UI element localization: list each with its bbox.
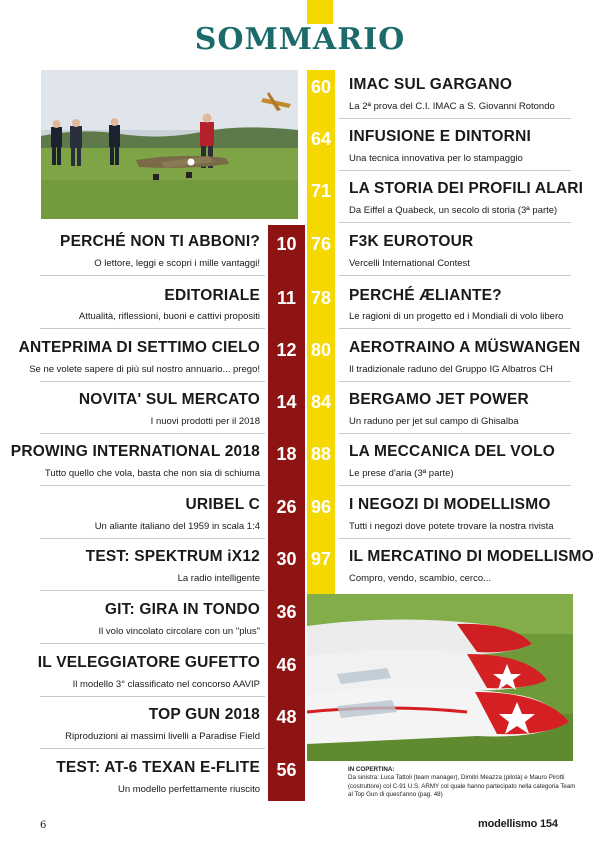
caption-text: Da sinistra: Luca Tattoli (team manager), Dimitri Meazza (pilota) e Mauro Pirotti (costruttore) col C-91 U.S. ARMY col quale hanno partecipato nella categoria Team al Top Gun di quest'anno (pag. 48) xyxy=(348,774,576,799)
entry-title: TOP GUN 2018 xyxy=(148,706,260,723)
entry-title: PERCHÉ ÆLIANTE? xyxy=(349,287,502,304)
divider xyxy=(339,485,571,486)
page-title: SOMMARIO xyxy=(194,22,406,57)
divider xyxy=(339,275,571,276)
entry-title: PROWING INTERNATIONAL 2018 xyxy=(10,443,260,460)
entry-title: AEROTRAINO A MÜSWANGEN xyxy=(349,339,581,356)
entry-subtitle: Attualità, riflessioni, buoni e cattivi propositi xyxy=(78,311,260,322)
divider xyxy=(40,381,265,382)
entry-title: EDITORIALE xyxy=(164,287,260,304)
entry-subtitle: Un raduno per jet sul campo di Ghisalba xyxy=(349,416,519,427)
entry-page-number: 76 xyxy=(310,234,332,254)
divider xyxy=(339,170,571,171)
entry-page-number: 48 xyxy=(276,707,297,727)
entry-title: IL MERCATINO DI MODELLISMO xyxy=(349,548,594,565)
entry-title: I NEGOZI DI MODELLISMO xyxy=(349,496,551,513)
entry-page-number: 88 xyxy=(310,444,332,464)
entry-page-number: 78 xyxy=(310,288,332,308)
entry-subtitle: I nuovi prodotti per il 2018 xyxy=(150,416,260,427)
divider xyxy=(40,538,265,539)
entry-page-number: 46 xyxy=(276,655,297,675)
divider xyxy=(40,485,265,486)
divider xyxy=(339,328,571,329)
entry-title: IMAC SUL GARGANO xyxy=(349,76,513,93)
entry-subtitle: Le ragioni di un progetto ed i Mondiali di volo libero xyxy=(349,311,564,322)
entry-title: NOVITA' SUL MERCATO xyxy=(78,391,260,408)
entry-subtitle: Vercelli International Contest xyxy=(349,258,470,269)
cover-photo-field xyxy=(41,70,298,219)
entry-title: LA MECCANICA DEL VOLO xyxy=(349,443,555,460)
entry-subtitle: Una tecnica innovativa per lo stampaggio xyxy=(349,153,523,164)
cover-caption xyxy=(348,766,576,800)
entry-subtitle: Il tradizionale raduno del Gruppo IG Albatros CH xyxy=(349,364,553,375)
entry-title: TEST: SPEKTRUM iX12 xyxy=(85,548,260,565)
divider xyxy=(40,643,265,644)
divider xyxy=(339,118,571,119)
entry-page-number: 14 xyxy=(276,392,297,412)
entry-title: IL VELEGGIATORE GUFETTO xyxy=(37,654,260,671)
magazine-brand: modellismo 154 xyxy=(478,818,558,830)
entry-subtitle: La 2ª prova del C.I. IMAC a S. Giovanni Rotondo xyxy=(349,101,555,112)
entry-title: INFUSIONE E DINTORNI xyxy=(349,128,531,145)
divider xyxy=(40,590,265,591)
entry-subtitle: Il modello 3° classificato nel concorso AAVIP xyxy=(72,679,260,690)
divider xyxy=(40,748,265,749)
top-yellow-band xyxy=(307,0,333,24)
entry-subtitle: Un modello perfettamente riuscito xyxy=(117,784,260,795)
entry-page-number: 84 xyxy=(310,392,332,412)
entry-page-number: 18 xyxy=(276,444,297,464)
entry-page-number: 36 xyxy=(276,602,297,622)
divider xyxy=(40,328,265,329)
entry-subtitle: Tutto quello che vola, basta che non sia di schiuma xyxy=(44,468,260,479)
entry-title: URIBEL C xyxy=(185,496,260,513)
entry-page-number: 10 xyxy=(276,234,297,254)
entry-subtitle: Il volo vincolato circolare con un "plus" xyxy=(98,626,260,637)
entry-subtitle: Le prese d'aria (3ª parte) xyxy=(349,468,454,479)
entry-subtitle: Da Eiffel a Quabeck, un secolo di storia (3ª parte) xyxy=(349,205,558,216)
divider xyxy=(339,222,571,223)
divider xyxy=(339,433,571,434)
entry-page-number: 26 xyxy=(276,497,297,517)
entry-title: F3K EUROTOUR xyxy=(349,233,474,250)
entry-page-number: 97 xyxy=(310,549,332,569)
entry-page-number: 56 xyxy=(276,760,297,780)
entry-page-number: 30 xyxy=(276,549,297,569)
entry-title: GIT: GIRA IN TONDO xyxy=(104,601,260,618)
divider xyxy=(40,275,265,276)
entry-subtitle: O lettore, leggi e scopri i mille vantaggi! xyxy=(94,258,260,269)
entry-subtitle: Un aliante italiano del 1959 in scala 1:4 xyxy=(94,521,260,532)
entry-title: BERGAMO JET POWER xyxy=(349,391,529,408)
entry-subtitle: Compro, vendo, scambio, cerco... xyxy=(349,573,492,584)
entry-title: ANTEPRIMA DI SETTIMO CIELO xyxy=(18,339,260,356)
entry-subtitle: Se ne volete sapere di più sul nostro annuario... prego! xyxy=(29,364,260,375)
entry-subtitle: Tutti i negozi dove potete trovare la nostra rivista xyxy=(349,521,554,532)
entry-page-number: 71 xyxy=(310,181,332,201)
divider xyxy=(339,381,571,382)
entry-title: TEST: AT-6 TEXAN E-FLITE xyxy=(56,759,260,776)
cover-photo-aircraft xyxy=(307,594,573,761)
entry-subtitle: Riproduzioni ai massimi livelli a Paradise Field xyxy=(65,731,260,742)
entry-page-number: 12 xyxy=(276,340,297,360)
entry-title: LA STORIA DEI PROFILI ALARI xyxy=(349,180,584,197)
page-number: 6 xyxy=(40,820,47,831)
entry-page-number: 64 xyxy=(310,129,332,149)
divider xyxy=(339,538,571,539)
entry-page-number: 80 xyxy=(310,340,332,360)
entry-subtitle: La radio intelligente xyxy=(177,573,260,584)
entry-page-number: 11 xyxy=(276,288,297,308)
caption-heading: IN COPERTINA: xyxy=(348,766,395,773)
divider xyxy=(40,433,265,434)
entry-page-number: 96 xyxy=(310,497,332,517)
divider xyxy=(40,696,265,697)
entry-title: PERCHÉ NON TI ABBONI? xyxy=(60,233,260,250)
entry-page-number: 60 xyxy=(310,77,332,97)
